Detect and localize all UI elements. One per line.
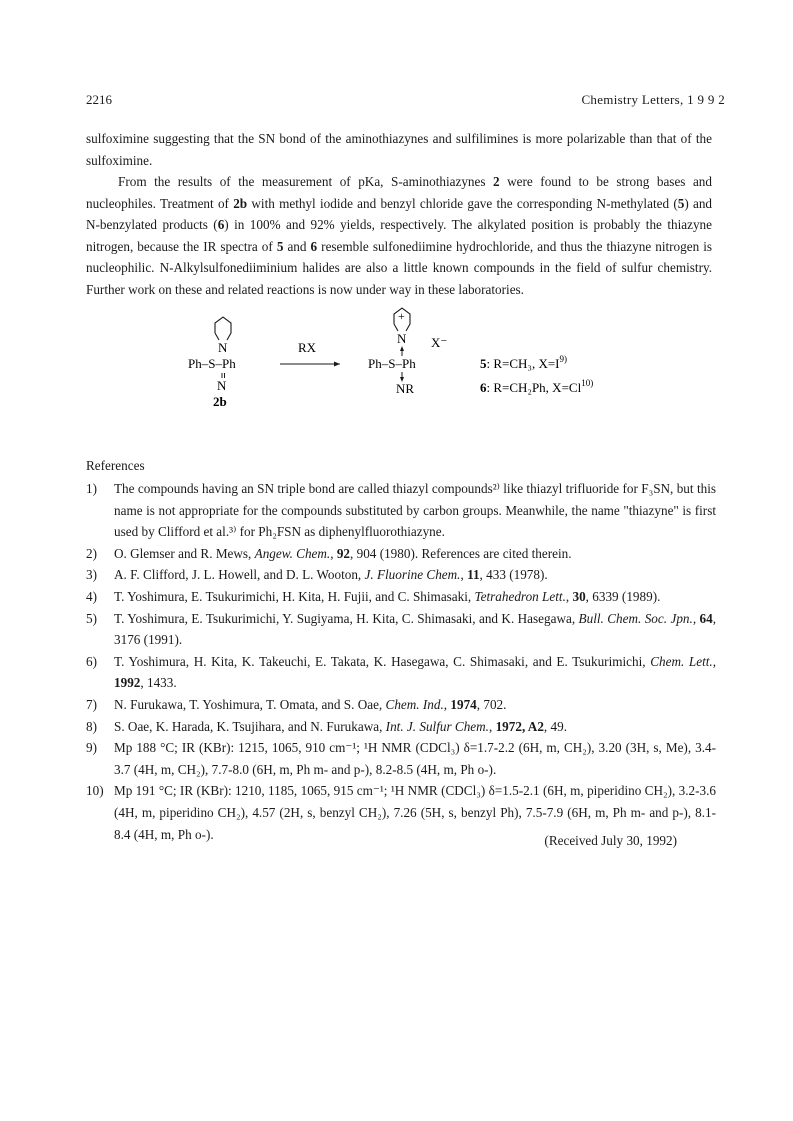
product-5-label: 5: R=CH₃, $X=I^{9)}$ bbox=[480, 354, 568, 371]
reference-item: 1) The compounds having an SN triple bond are called thiazyl compounds²⁾ like thiazyl trifluoride for F₃SN, but this name is not appropriate for the compounds substituted by carbon groups. Meanwhile, the name "thiazyne" is first used by Clifford et al.³⁾ for Ph₂FSN as diphenylfluorothiazyne. bbox=[86, 481, 716, 540]
nr-label: NR bbox=[396, 381, 415, 396]
right-diphenyl: Ph–S–Ph bbox=[368, 356, 416, 371]
reference-item: 6) T. Yoshimura, H. Kita, K. Takeuchi, E. Takata, K. Hasegawa, C. Shimasaki, and E. Tsukurimichi, Chem. Lett., 1992, 1433. bbox=[86, 653, 716, 691]
reference-item: 10) Mp 191 °C; IR (KBr): 1210, 1185, 1065, 915 cm⁻¹; ¹H NMR (CDCl₃) δ=1.5-2.1 (6H, m, piperidino CH₂), 3.2-3.6 (4H, m, piperidino CH₂), 4.57 (2H, s, benzyl CH₂), 7.26 (5H, s, benzyl Ph), 7.5-7.9 (6H, m, Ph m- and p-), 8.1-8.4 (4H, m, Ph o-). bbox=[86, 783, 716, 842]
plus-charge: + bbox=[398, 309, 405, 323]
received-date: (Received July 30, 1992) bbox=[544, 833, 677, 848]
reagent-label: RX bbox=[298, 340, 317, 355]
reaction-scheme bbox=[180, 306, 660, 406]
piperidine-ring-left bbox=[215, 317, 231, 340]
n-label-right: N bbox=[397, 331, 407, 346]
references-heading: References bbox=[86, 458, 145, 473]
reaction-scheme-svg bbox=[180, 306, 660, 406]
reaction-arrowhead bbox=[334, 362, 340, 367]
reference-item: 3) A. F. Clifford, J. L. Howell, and D. L. Wooton, J. Fluorine Chem., 11, 433 (1978). bbox=[86, 567, 548, 583]
n-label-left: N bbox=[218, 340, 228, 355]
compound-2b-label: 2b bbox=[213, 394, 227, 406]
left-diphenyl: Ph–S–Ph bbox=[188, 356, 236, 371]
paragraph-1: sulfoximine suggesting that the SN bond of the aminothiazynes and sulfilimines is more polarizable than that of the sulfoximine. bbox=[86, 131, 712, 168]
reference-item: 4) T. Yoshimura, E. Tsukurimichi, H. Kita, H. Fujii, and C. Shimasaki, Tetrahedron Lett., 30, 6339 (1989). bbox=[86, 588, 661, 604]
reference-item: 9) Mp 188 °C; IR (KBr): 1215, 1065, 910 cm⁻¹; ¹H NMR (CDCl₃) δ=1.7-2.2 (6H, m, CH₂), 3.20 (3H, s, Me), 3.4-3.7 (4H, m, CH₂), 7.7-8.0 (6H, m, Ph m- and p-), 8.2-8.5 (4H, m, Ph o-). bbox=[86, 740, 716, 777]
reference-item: 5) T. Yoshimura, E. Tsukurimichi, Y. Sugiyama, H. Kita, C. Shimasaki, and K. Hasegawa, Bull. Chem. Soc. Jpn., 64, 3176 (1991). bbox=[86, 610, 717, 648]
reference-item: 2) O. Glemser and R. Mews, Angew. Chem., 92, 904 (1980). References are cited therein. bbox=[86, 545, 572, 561]
reference-item: 7) N. Furukawa, T. Yoshimura, T. Omata, and S. Oae, Chem. Ind., 1974, 702. bbox=[86, 696, 507, 712]
counterion-label: X⁻ bbox=[431, 335, 448, 350]
journal-running-head: Chemistry Letters, 1 9 9 2 bbox=[581, 92, 725, 107]
reference-item: 8) S. Oae, K. Harada, K. Tsujihara, and N. Furukawa, Int. J. Sulfur Chem., 1972, A2, 49. bbox=[86, 718, 567, 734]
page-number: 2216 bbox=[86, 92, 112, 107]
product-6-label: 6: R=CH₂Ph, $X=Cl^{10)}$ bbox=[480, 378, 594, 395]
n-label-thiazyne: N bbox=[217, 378, 227, 393]
paragraph-2: From the results of the measurement of pKa, S-aminothiazynes 2 were found to be strong bases and nucleophiles. Treatment of 2b with methyl iodide and benzyl chloride gave the corresponding N-methylated (5) and N-benzylated products (6) in 100% and 92% yields, respectively. The alkylated position is probably the thiazyne nitrogen, because the IR spectra of 5 and 6 resemble sulfonediimine hydrochloride, and thus the thiazyne nitrogen is nucleophilic. N-Alkylsulfonediiminium halides are also a little known compounds in the field of sulfur chemistry. Further work on these and related reactions is now under way in these laboratories. bbox=[86, 174, 713, 297]
references-list bbox=[86, 478, 716, 845]
n-s-bond-arrowhead bbox=[400, 346, 404, 351]
